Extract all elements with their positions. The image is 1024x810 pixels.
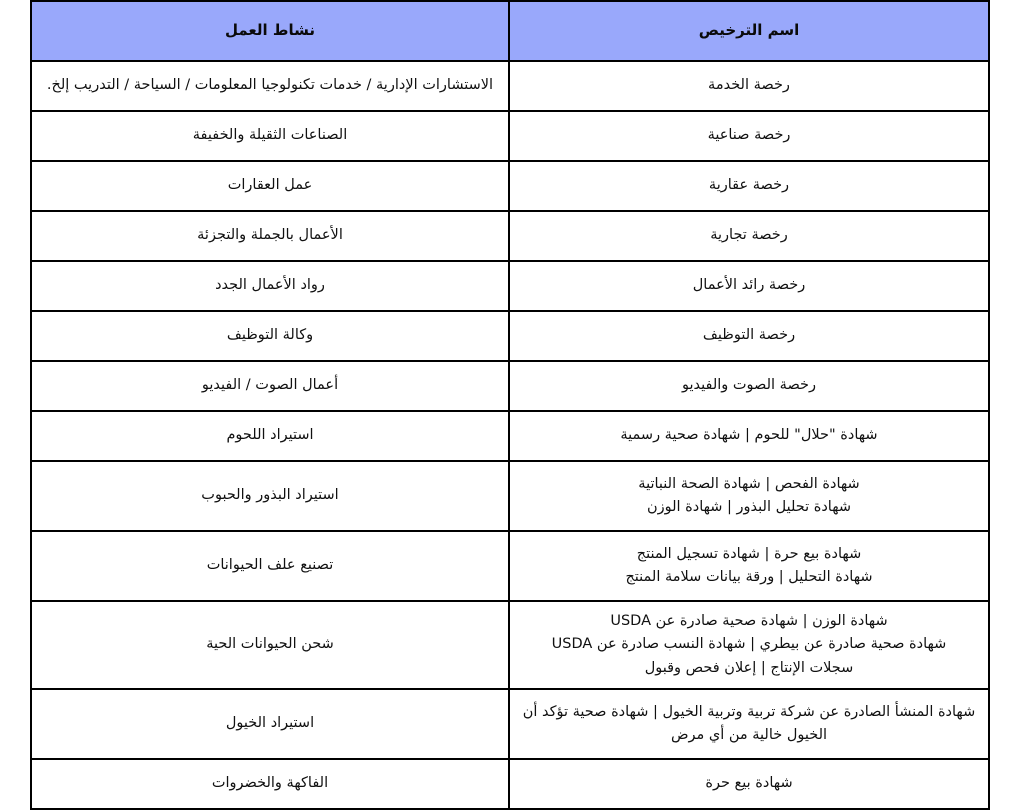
cell-license-name: رخصة صناعية — [509, 111, 989, 161]
cell-license-name — [509, 601, 989, 689]
cell-business-activity: تصنيع علف الحيوانات — [31, 531, 509, 601]
cell-business-activity: شحن الحيوانات الحية — [31, 601, 509, 689]
table-row — [31, 461, 989, 531]
cell-license-name: رخصة الخدمة — [509, 61, 989, 111]
license-table-container — [32, 0, 990, 810]
cell-license-name: رخصة تجارية — [509, 211, 989, 261]
table-row — [31, 311, 989, 361]
cell-business-activity: الاستشارات الإدارية / خدمات تكنولوجيا المعلومات / السياحة / التدريب إلخ. — [31, 61, 509, 111]
cell-business-activity: الصناعات الثقيلة والخفيفة — [31, 111, 509, 161]
table-row — [31, 111, 989, 161]
table-row — [31, 161, 989, 211]
table-row — [31, 531, 989, 601]
column-header-license-name: اسم الترخيص — [509, 1, 989, 61]
table-header — [31, 1, 989, 61]
cell-license-name — [509, 689, 989, 759]
cell-business-activity: استيراد البذور والحبوب — [31, 461, 509, 531]
license-table — [30, 0, 990, 810]
cell-line: شهادة المنشأ الصادرة عن شركة تربية وتربية الخيول | شهادة صحية تؤكد أن — [522, 703, 976, 720]
cell-line: سجلات الإنتاج | إعلان فحص وقبول — [644, 659, 854, 676]
cell-license-name — [509, 531, 989, 601]
table-row — [31, 361, 989, 411]
cell-license-name — [509, 461, 989, 531]
cell-license-name: شهادة "حلال" للحوم | شهادة صحية رسمية — [509, 411, 989, 461]
table-row — [31, 261, 989, 311]
cell-business-activity: أعمال الصوت / الفيديو — [31, 361, 509, 411]
cell-business-activity: استيراد الخيول — [31, 689, 509, 759]
cell-line: شهادة التحليل | ورقة بيانات سلامة المنتج — [625, 569, 873, 585]
cell-license-name: رخصة رائد الأعمال — [509, 261, 989, 311]
table-row — [31, 601, 989, 689]
cell-line: شهادة بيع حرة | شهادة تسجيل المنتج — [636, 545, 862, 562]
cell-business-activity: رواد الأعمال الجدد — [31, 261, 509, 311]
table-row — [31, 689, 989, 759]
cell-line: شهادة الوزن | شهادة صحية صادرة عن USDA — [610, 613, 888, 630]
cell-line: شهادة صحية صادرة عن بيطري | شهادة النسب صادرة عن USDA — [551, 636, 947, 653]
cell-business-activity: الفاكهة والخضروات — [31, 759, 509, 809]
table-header-row — [31, 1, 989, 61]
table-row — [31, 211, 989, 261]
cell-business-activity: استيراد اللحوم — [31, 411, 509, 461]
table-body — [31, 61, 989, 809]
cell-line: شهادة تحليل البذور | شهادة الوزن — [646, 499, 852, 515]
cell-license-name: رخصة عقارية — [509, 161, 989, 211]
cell-business-activity: وكالة التوظيف — [31, 311, 509, 361]
cell-license-name: شهادة بيع حرة — [509, 759, 989, 809]
cell-license-name: رخصة التوظيف — [509, 311, 989, 361]
cell-line: شهادة الفحص | شهادة الصحة النباتية — [638, 475, 860, 492]
cell-line: الخيول خالية من أي مرض — [670, 727, 828, 743]
table-row — [31, 759, 989, 809]
table-row — [31, 61, 989, 111]
cell-business-activity: عمل العقارات — [31, 161, 509, 211]
column-header-business-activity: نشاط العمل — [31, 1, 509, 61]
cell-license-name: رخصة الصوت والفيديو — [509, 361, 989, 411]
table-row — [31, 411, 989, 461]
cell-business-activity: الأعمال بالجملة والتجزئة — [31, 211, 509, 261]
